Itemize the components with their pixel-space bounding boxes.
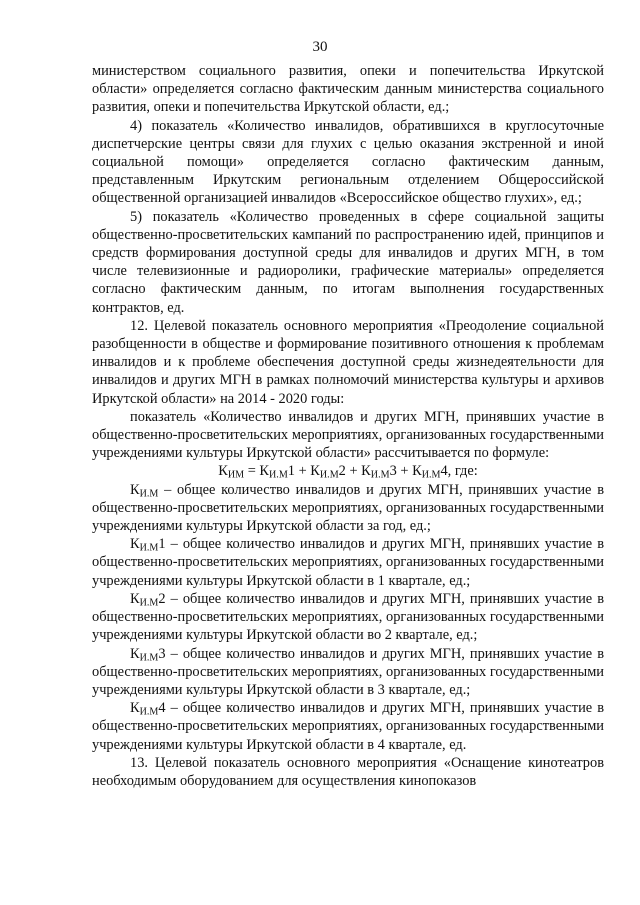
definition-text: 4 – общее количество инвалидов и других МГН, принявших участие в общественно-просветительских мероприятиях, организованных государственными учреждениями культуры Иркутской области в 4 квартале, ед.: [92, 700, 604, 753]
paragraph-indicator: показатель «Количество инвалидов и других МГН, принявших участие в общественно-просветительских мероприятиях, организованных государственными учреждениями культуры Иркутской области» рассчитывается по формуле:: [92, 408, 604, 462]
definition-symbol-sub: И.М: [139, 652, 159, 664]
formula-term-2: + К: [294, 463, 320, 480]
formula-eq: =: [244, 463, 260, 480]
definition-q1: [92, 535, 604, 590]
formula-term-2-num: 2: [338, 463, 346, 480]
formula-term-3-num: 3: [389, 463, 397, 480]
formula-term-4-sub: И.М: [421, 469, 441, 481]
definition-symbol-sub: И.М: [139, 542, 159, 554]
definition-symbol: К: [130, 536, 140, 553]
formula-lhs-sub: ИМ: [227, 469, 245, 481]
formula: [92, 462, 604, 480]
paragraph-item-4: 4) показатель «Количество инвалидов, обратившихся в круглосуточные диспетчерские центры связи для глухих с целью оказания экстренной и иной социальной помощи» определяется согласно фактическим данным, представленным Иркутским региональным отделением Общероссийской общественной организацией инвалидов «Всероссийское общество глухих», ед.;: [92, 117, 604, 207]
definition-q3: [92, 645, 604, 700]
formula-term-1: К: [259, 463, 270, 480]
page-number: 30: [312, 39, 328, 55]
definition-symbol-sub: И.М: [139, 706, 159, 718]
formula-term-4: + К: [396, 463, 422, 480]
definition-symbol: К: [130, 590, 140, 607]
formula-lhs: К: [218, 463, 228, 480]
definition-text: – общее количество инвалидов и других МГН, принявших участие в общественно-просветительских мероприятиях, организованных государственными учреждениями культуры Иркутской области за год, ед.;: [92, 481, 604, 535]
formula-term-3: + К: [345, 463, 371, 480]
definition-symbol: К: [130, 700, 140, 717]
definition-total: [92, 481, 604, 536]
definition-symbol-sub: И.М: [139, 597, 159, 609]
definition-symbol: К: [130, 645, 140, 662]
formula-term-1-sub: И.М: [269, 469, 288, 481]
definition-q2: [92, 590, 604, 645]
definition-q4: [92, 699, 604, 754]
document-body: [92, 62, 604, 790]
formula-term-4-num: 4, где:: [440, 463, 478, 480]
definition-symbol: К: [130, 481, 140, 498]
definition-symbol-sub: И.М: [139, 488, 159, 500]
definition-text: 2 – общее количество инвалидов и других МГН, принявших участие в общественно-просветительских мероприятиях, организованных государственными учреждениями культуры Иркутской области во 2 квартале, ед.;: [92, 590, 604, 644]
definition-text: 3 – общее количество инвалидов и других МГН, принявших участие в общественно-просветительских мероприятиях, организованных государственными учреждениями культуры Иркутской области в 3 квартале, ед.;: [92, 645, 604, 698]
formula-term-1-num: 1: [287, 463, 295, 480]
paragraph-item-12: 12. Целевой показатель основного мероприятия «Преодоление социальной разобщенности в обществе и формирование позитивного отношения к проблемам инвалидов и к проблеме обеспечения доступной среды жизнедеятельности для инвалидов и других МГН в рамках полномочий министерства культуры и архивов Иркутской области» на 2014 - 2020 годы:: [92, 317, 604, 407]
paragraph-item-13: 13. Целевой показатель основного мероприятия «Оснащение кинотеатров необходимым оборудованием для осуществления кинопоказов: [92, 754, 604, 789]
formula-term-3-sub: И.М: [370, 469, 390, 481]
paragraph-continuation: министерством социального развития, опеки и попечительства Иркутской области» определяется согласно фактическим данным министерства социального развития, опеки и попечительства Иркутской области, ед.;: [92, 63, 604, 116]
definition-text: 1 – общее количество инвалидов и других МГН, принявших участие в общественно-просветительских мероприятиях, организованных государственными учреждениями культуры Иркутской области в 1 квартале, ед.;: [92, 536, 604, 589]
paragraph-item-5: 5) показатель «Количество проведенных в сфере социальной защиты общественно-просветительских кампаний по распространению идей, принципов и средств формирования доступной среды для инвалидов и других МГН, в том числе телевизионные и радиоролики, графические материалы» определяется согласно фактическим данным, по итогам выполнения государственных контрактов, ед.: [92, 208, 604, 316]
formula-term-2-sub: И.М: [319, 469, 339, 481]
